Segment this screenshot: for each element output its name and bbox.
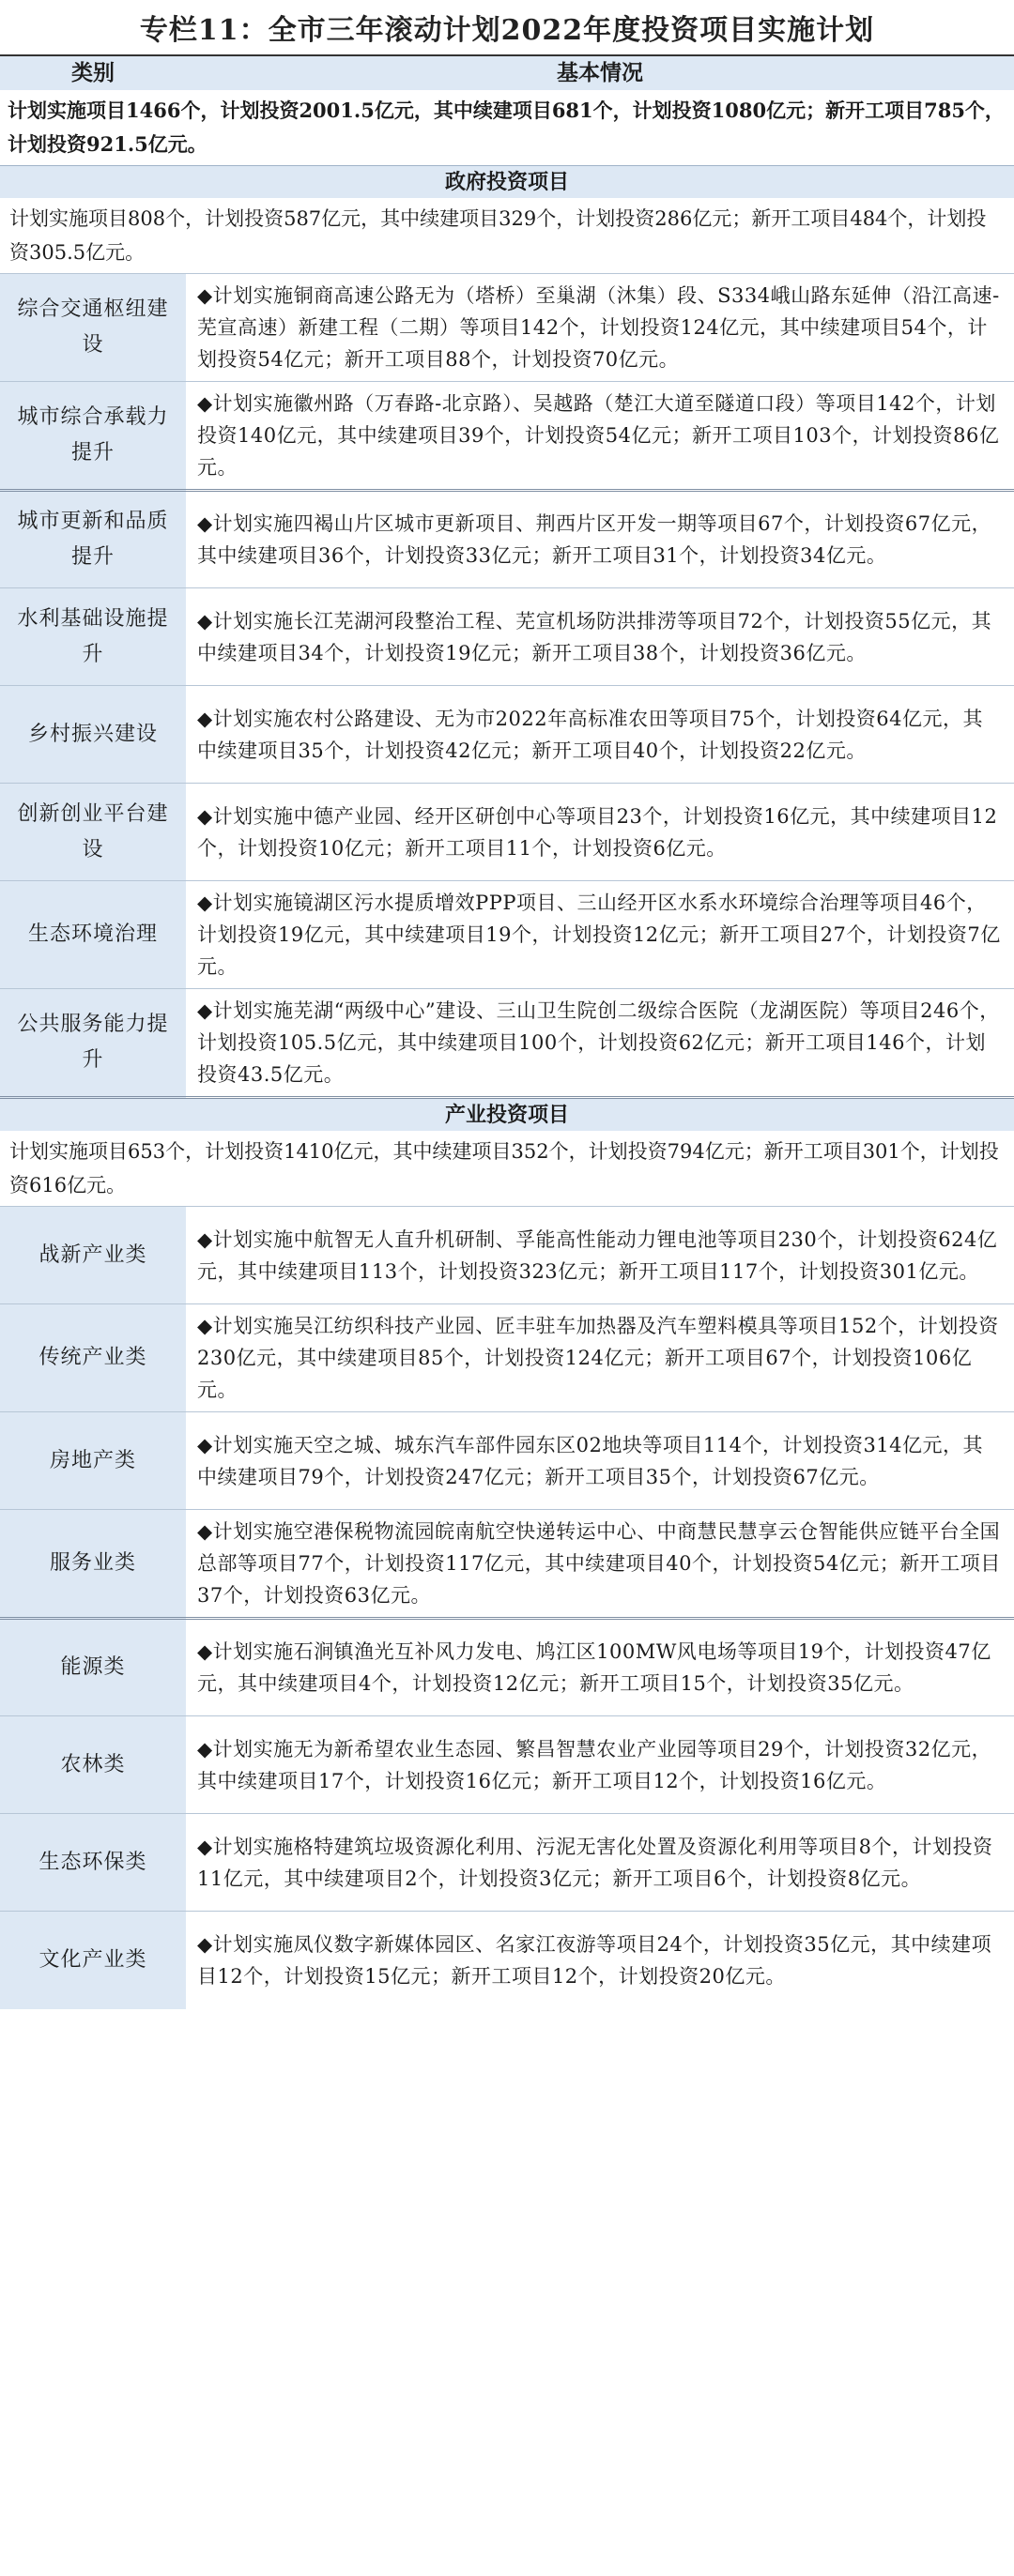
row-category: 创新创业平台建设 xyxy=(0,784,186,881)
project-table xyxy=(0,56,1014,2009)
row-category: 房地产类 xyxy=(0,1412,186,1510)
header-category: 类别 xyxy=(0,56,186,90)
row-category: 战新产业类 xyxy=(0,1207,186,1304)
row-text: ◆计划实施无为新希望农业生态园、繁昌智慧农业产业园等项目29个，计划投资32亿元，其中续建项目17个，计划投资16亿元；新开工项目12个，计划投资16亿元。 xyxy=(186,1716,1014,1814)
row-category: 公共服务能力提升 xyxy=(0,989,186,1098)
row-text: ◆计划实施四褐山片区城市更新项目、荆西片区开发一期等项目67个，计划投资67亿元，其中续建项目36个，计划投资33亿元；新开工项目31个，计划投资34亿元。 xyxy=(186,491,1014,588)
row-category: 综合交通枢纽建设 xyxy=(0,274,186,382)
row-category: 水利基础设施提升 xyxy=(0,588,186,686)
row-text: ◆计划实施空港保税物流园皖南航空快递转运中心、中商慧民慧享云仓智能供应链平台全国总部等项目77个，计划投资117亿元，其中续建项目40个，计划投资54亿元；新开工项目37个，计划投资63亿元。 xyxy=(186,1510,1014,1619)
row-text: ◆计划实施中德产业园、经开区研创中心等项目23个，计划投资16亿元，其中续建项目12个，计划投资10亿元；新开工项目11个，计划投资6亿元。 xyxy=(186,784,1014,881)
row-text: ◆计划实施中航智无人直升机研制、孚能高性能动力锂电池等项目230个，计划投资624亿元，其中续建项目113个，计划投资323亿元；新开工项目117个，计划投资301亿元。 xyxy=(186,1207,1014,1304)
section-summary-row xyxy=(0,198,1014,274)
row-category: 文化产业类 xyxy=(0,1912,186,2009)
table-header-row xyxy=(0,56,1014,90)
row-category: 城市更新和品质提升 xyxy=(0,491,186,588)
section-header-gov xyxy=(0,166,1014,199)
header-basic-info: 基本情况 xyxy=(186,56,1014,90)
table-row xyxy=(0,1207,1014,1304)
table-row xyxy=(0,588,1014,686)
table-row xyxy=(0,382,1014,491)
table-row xyxy=(0,881,1014,989)
row-text: ◆计划实施凤仪数字新媒体园区、名家江夜游等项目24个，计划投资35亿元，其中续建项目12个，计划投资15亿元；新开工项目12个，计划投资20亿元。 xyxy=(186,1912,1014,2009)
row-category: 服务业类 xyxy=(0,1510,186,1619)
table-row xyxy=(0,1304,1014,1412)
section-summary: 计划实施项目808个，计划投资587亿元，其中续建项目329个，计划投资286亿元；新开工项目484个，计划投资305.5亿元。 xyxy=(0,198,1014,274)
row-text: ◆计划实施芜湖“两级中心”建设、三山卫生院创二级综合医院（龙湖医院）等项目246个，计划投资105.5亿元，其中续建项目100个，计划投资62亿元；新开工项目146个，计划投资43.5亿元。 xyxy=(186,989,1014,1098)
table-row xyxy=(0,1912,1014,2009)
page-title: 专栏11：全市三年滚动计划2022年度投资项目实施计划 xyxy=(0,0,1014,56)
section-header-industry xyxy=(0,1098,1014,1132)
table-row xyxy=(0,989,1014,1098)
overall-summary-row xyxy=(0,90,1014,166)
row-text: ◆计划实施吴江纺织科技产业园、匠丰驻车加热器及汽车塑料模具等项目152个，计划投资230亿元，其中续建项目85个，计划投资124亿元；新开工项目67个，计划投资106亿元。 xyxy=(186,1304,1014,1412)
table-row xyxy=(0,274,1014,382)
table-row xyxy=(0,491,1014,588)
row-category: 能源类 xyxy=(0,1619,186,1716)
overall-summary: 计划实施项目1466个，计划投资2001.5亿元，其中续建项目681个，计划投资1080亿元；新开工项目785个，计划投资921.5亿元。 xyxy=(0,90,1014,166)
row-text: ◆计划实施天空之城、城东汽车部件园东区02地块等项目114个，计划投资314亿元，其中续建项目79个，计划投资247亿元；新开工项目35个，计划投资67亿元。 xyxy=(186,1412,1014,1510)
table-row xyxy=(0,784,1014,881)
section-summary: 计划实施项目653个，计划投资1410亿元，其中续建项目352个，计划投资794亿元；新开工项目301个，计划投资616亿元。 xyxy=(0,1131,1014,1207)
table-row xyxy=(0,1814,1014,1912)
row-text: ◆计划实施石涧镇渔光互补风力发电、鸠江区100MW风电场等项目19个，计划投资47亿元，其中续建项目4个，计划投资12亿元；新开工项目15个，计划投资35亿元。 xyxy=(186,1619,1014,1716)
row-category: 生态环保类 xyxy=(0,1814,186,1912)
row-category: 城市综合承载力提升 xyxy=(0,382,186,491)
row-text: ◆计划实施徽州路（万春路-北京路）、吴越路（楚江大道至隧道口段）等项目142个，计划投资140亿元，其中续建项目39个，计划投资54亿元；新开工项目103个，计划投资86亿元。 xyxy=(186,382,1014,491)
row-category: 生态环境治理 xyxy=(0,881,186,989)
section-summary-row xyxy=(0,1131,1014,1207)
row-text: ◆计划实施格特建筑垃圾资源化利用、污泥无害化处置及资源化利用等项目8个，计划投资11亿元，其中续建项目2个，计划投资3亿元；新开工项目6个，计划投资8亿元。 xyxy=(186,1814,1014,1912)
row-text: ◆计划实施铜商高速公路无为（塔桥）至巢湖（沐集）段、S334峨山路东延伸（沿江高速-芜宣高速）新建工程（二期）等项目142个，计划投资124亿元，其中续建项目54个，计划投资54亿元；新开工项目88个，计划投资70亿元。 xyxy=(186,274,1014,382)
row-category: 农林类 xyxy=(0,1716,186,1814)
table-row xyxy=(0,1619,1014,1716)
section-title: 产业投资项目 xyxy=(0,1098,1014,1132)
table-row xyxy=(0,1716,1014,1814)
row-category: 乡村振兴建设 xyxy=(0,686,186,784)
row-text: ◆计划实施镜湖区污水提质增效PPP项目、三山经开区水系水环境综合治理等项目46个，计划投资19亿元，其中续建项目19个，计划投资12亿元；新开工项目27个，计划投资7亿元。 xyxy=(186,881,1014,989)
section-title: 政府投资项目 xyxy=(0,166,1014,199)
table-row xyxy=(0,686,1014,784)
row-category: 传统产业类 xyxy=(0,1304,186,1412)
row-text: ◆计划实施长江芜湖河段整治工程、芜宣机场防洪排涝等项目72个，计划投资55亿元，其中续建项目34个，计划投资19亿元；新开工项目38个，计划投资36亿元。 xyxy=(186,588,1014,686)
table-row xyxy=(0,1412,1014,1510)
row-text: ◆计划实施农村公路建设、无为市2022年高标准农田等项目75个，计划投资64亿元，其中续建项目35个，计划投资42亿元；新开工项目40个，计划投资22亿元。 xyxy=(186,686,1014,784)
table-row xyxy=(0,1510,1014,1619)
